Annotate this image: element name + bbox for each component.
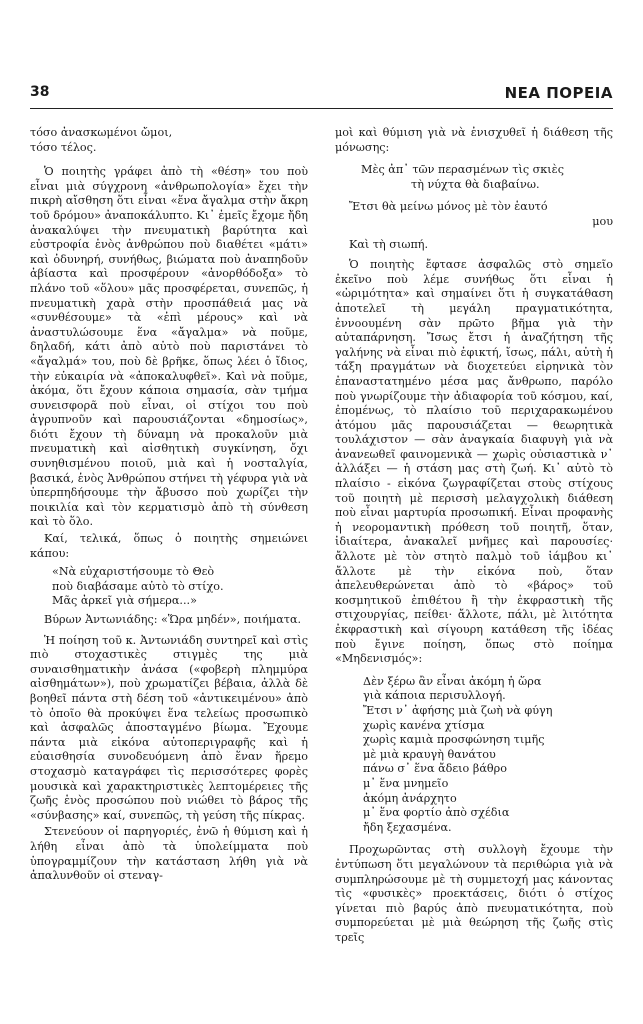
paragraph: Ὁ ποιητὴς γράφει ἀπὸ τὴ «θέση» του ποὺ εἶναι μιὰ σύγχρονη «ἀνθρωπολογία» ἔχει τὴν πικρὴ αἴσθηση ὅτι εἶναι «ἕνα ἄγαλμα στὴν ἄκρη τοῦ δρόμου» ἀναποκάλυπτο. Κι᾽ ἐμεῖς ἔχομε ἤδη ἀνακαλύψει τὴν πνευματικὴ βαρύτητα καὶ εὐστροφία ἑνὸς ἀνθρώπου ποὺ διαθέτει «μάτι» καὶ ὀδυνηρή, συνήθως, βιώματα ποὺ ἀναπηδοῦν ἀβίαστα καὶ προσφέρουν «ἀνορθόδοξα» τὸ πλάνο τοῦ «ὅλου» μᾶς προσφέρεται, συνεπῶς, ἡ πνευματικὴ χαρὰ στὴν προσπάθειά μας νὰ «συνθέσουμε» τὰ «ἐπὶ μέρους» καὶ νὰ ἀναστυλώσουμε ἕνα «ἄγαλμα» νὰ ποῦμε, δηλαδή, κάτι ἀπὸ αὐτὸ ποὺ παριστάνει τὸ «ἄγαλμά» του, ποὺ δὲ βρῆκε, ὅπως λέει ὁ ἴδιος, τὴν εὐκαιρία νὰ «ἀποκαλυφθεῖ». Καὶ νὰ ποῦμε, ἀκόμα, ὅτι ἔχουν κάποια σημασία, σὰν τμήμα συνεισφορᾶ ποὺ εἶναι, οἱ στίχοι του ποὺ ἀγρυπνοῦν καὶ παρουσιάζονται «δημοσίως», διότι ἔχουν τὴ δύναμη νὰ προκαλοῦν μιὰ πνευματικὴ καὶ αἰσθητικὴ συγκίνηση, ὄχι συνηθισμένου ποιοῦ, μιὰ καὶ ἡ νοσταλγία, βασικά, ἑνὸς Ἀνθρώπου στήνει τὴ γέφυρα γιὰ νὰ ὑπερπηδήσουμε τὴν ἄβυσσο ποὺ χωρίζει τὴν ποικιλία καὶ τὸν κερματισμὸ ἀπὸ τὴ σύνθεση καὶ τὸ ὅλο.: [30, 165, 308, 529]
page-number: 38: [30, 84, 50, 100]
paragraph: Καὶ τὴ σιωπή.: [349, 237, 429, 251]
header-rule: [30, 108, 613, 109]
verse-line: Ἔτσι ν᾽ ἀφήσης μιὰ ζωὴ νὰ φύγη: [363, 703, 553, 717]
paragraph: μοὶ καὶ θύμιση γιὰ νὰ ἐνισχυθεῖ ἡ διάθεση τῆς μόνωσης:: [335, 126, 613, 154]
verse-line: μὲ μιὰ κραυγὴ θανάτου: [363, 747, 496, 761]
left-column: [30, 126, 308, 884]
verse-line: τὴ νύχτα θὰ διαβαίνω.: [411, 177, 540, 191]
journal-title: ΝΕΑ ΠΟΡΕΙΑ: [504, 84, 613, 102]
quoted-verse: [361, 163, 613, 192]
page-header: [30, 84, 613, 106]
verse-line: ἀκόμη ἀνάρχητο: [363, 791, 457, 805]
opening-line: τόσο τέλος.: [30, 140, 97, 154]
verse-line: «Νὰ εὐχαριστήσουμε τὸ Θεὸ: [52, 565, 215, 579]
verse-line: μ᾽ ἕνα μνημεῖο: [363, 776, 449, 790]
paragraph: Στενεύουν οἱ παρηγοριές, ἐνῶ ἡ θύμιση καὶ ἡ λήθη εἶναι ἀπὸ τὰ ὑπολείμματα ποὺ ὑπογραμμίζουν τὴν κατάσταση λήθη γιὰ νὰ ἀπαλυνθοῦν οἱ στεναγ-: [30, 825, 308, 883]
paragraph: Προχωρῶντας στὴ συλλογὴ ἔχουμε τὴν ἐντύπωση ὅτι μεγαλώνουν τὰ περιθώρια γιὰ νὰ συμπληρώσουμε μὲ τὴ συμμετοχή μας κάνοντας τὶς «φυσικὲς» προεκτάσεις, διότι ὁ στίχος γίνεται πιὸ βαρύς ἀπὸ πνευματικότητα, ποὺ συμπορεύεται μὲ μιὰ θεώρηση τῆς ζωῆς στὶς τρεῖς: [335, 843, 613, 944]
verse-line: χωρὶς κανένα χτίσμα: [363, 718, 485, 732]
opening-lines: [30, 126, 308, 155]
verse-line: πάνω σ᾽ ἕνα ἄδειο βάθρο: [363, 762, 507, 776]
quoted-verse: [52, 565, 308, 609]
opening-line: τόσο ἀνασκωμένοι ὤμοι,: [30, 126, 173, 139]
verse-line: μ᾽ ἕνα φορτίο ἀπὸ σχέδια: [363, 806, 510, 820]
right-column: [335, 126, 613, 945]
verse-line: χωρὶς καμιὰ προσφώνηση τιμῆς: [363, 733, 545, 747]
verse-line: Δὲν ξέρω ἂν εἶναι ἀκόμη ἡ ὥρα: [363, 674, 542, 688]
book-reference: Βύρων Ἀντωνιάδης: «Ὥρα μηδέν», ποιήματα.: [44, 613, 302, 626]
verse-line: ποὺ διαβάσαμε αὐτὸ τὸ στίχο.: [52, 579, 224, 593]
verse-line: ἤδη ξεχασμένα.: [363, 820, 452, 834]
paragraph: Ὁ ποιητὴς ἔφτασε ἀσφαλῶς στὸ σημεῖο ἐκεῖνο ποὺ λέμε συνήθως ὅτι εἶναι ἡ «ὡριμότητα» καὶ σημαίνει ὅτι ἡ συγκατάθαση ἀποτελεῖ τὴ μεγάλη πραγματικότητα, ἐννοουμένη σὰν πρῶτο βῆμα γιὰ τὴν αὐταπάρνηση. Ἴσως ἔτσι ἡ ἀναζήτηση τῆς γαλήνης νὰ εἶναι πιὸ ἐφικτή, ἴσως, πάλι, αὐτὴ ἡ τάξη πραγμάτων νὰ διοχετεύει εἰρηνικὰ τὸν ἐπαναστατημένο μέσα μας ἄνθρωπο, παρόλο ποὺ γνωρίζουμε τὴν ἀδιαφορία τοῦ κόσμου, καί, ἐπομένως, τὸ πλαίσιο τοῦ περιχαρακωμένου ἀτόμου μᾶς παρουσιάζεται — θεωρητικὰ τουλάχιστον — σὰν ἀναγκαία διαφυγὴ γιὰ νὰ ἀνανεωθεῖ φαινομενικὰ — χωρὶς οὐσιαστικὰ ν᾽ ἀλλάξει — ἡ στάση μας στὴ ζωή. Κι᾽ αὐτὸ τὸ πλαίσιο - εἰκόνα ζωγραφίζεται στοὺς στίχους τοῦ ποιητὴ μὲ περισσὴ μελαγχολικὴ διάθεση ποὺ εἶναι μαρτυρία προσωπική. Εἶναι προφανὴς ἡ νεορομαντικὴ πρόθεση τοῦ ποιητῆ, ὅταν, ἰδιαίτερα, ἀνακαλεῖ μνῆμες καὶ παρουσίες· ἄλλοτε μὲ τὸν στητὸ παλμὸ τοῦ ἰάμβου κι᾽ ἄλλοτε μὲ τὴν εἰκόνα ποὺ, ὅταν ἀπελευθερώνεται ἀπὸ τὸ «βάρος» τοῦ κοσμητικοῦ ἐπιθέτου ἢ τὴν ἐκφραστικὴ τῆς στιχουργίας, πείθει· ἄλλοτε, πάλι, μὲ λιτότητα ἐκφραστικὴ καὶ σίγουρη κατάθεση τῆς ἰδέας ποὺ ἔγινε ποίηση, ὅπως στὸ ποίημα «Μηδενισμός»:: [335, 258, 613, 666]
verse-line: Ἔτσι θὰ μείνω μόνος μὲ τὸν ἑαυτό: [349, 200, 548, 214]
verse-line: Μᾶς ἀρκεῖ γιὰ σήμερα...»: [52, 594, 197, 608]
verse-line: γιὰ κάποια περισυλλογή.: [363, 689, 506, 703]
paragraph: Ἡ ποίηση τοῦ κ. Ἀντωνιάδη συντηρεῖ καὶ στὶς πιὸ στοχαστικὲς στιγμὲς της μιὰ συναισθηματικὴν ἀνάσα («φοβερὴ πλημμύρα αἰσθημάτων»), ποὺ χρωματίζει βέβαια, ἀλλὰ δὲ βοηθεῖ πάντα στὴ δέση τοῦ «ἀντικειμένου» ἀπὸ τὸ ὁποῖο θὰ προκύψει ἕνα τελείως προσωπικὸ καὶ ἀσφαλῶς ἀποσταγμένο βίωμα. Ἔχουμε πάντα μιὰ εἰκόνα αὐτοπεριγραφῆς καὶ ἡ εὐαισθησία συνοδευόμενη ἀπὸ ἕναν ἥρεμο στοχασμὸ καταγράφει τὶς περισσότερες φορὲς μουσικὰ καὶ χαρακτηριστικὲς λεπτομέρειες τῆς ζωῆς ἑνὸς προσώπου ποὺ νιώθει τὸ βάρος τῆς «σύνβασης» καί, συνεπῶς, τὴ γεύση τῆς πίκρας.: [30, 633, 308, 822]
quoted-poem: [363, 675, 613, 836]
quoted-verse: [349, 200, 613, 229]
paragraph: Καί, τελικά, ὅπως ὁ ποιητὴς σημειώνει κάπου:: [30, 532, 308, 560]
verse-line: Μὲς ἀπ᾽ τῶν περασμένων τὶς σκιὲς: [361, 163, 564, 177]
verse-line: μου: [592, 214, 613, 228]
